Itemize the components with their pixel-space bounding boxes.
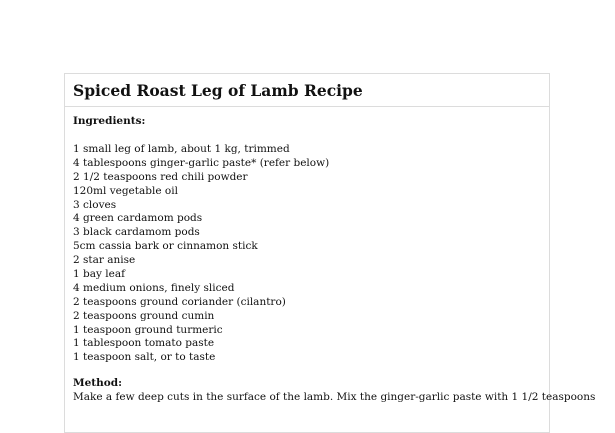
ingredient-item: 2 1/2 teaspoons red chili powder <box>73 170 248 183</box>
ingredient-item: 1 teaspoon salt, or to taste <box>73 351 216 364</box>
recipe-title: Spiced Roast Leg of Lamb Recipe <box>73 81 363 100</box>
method-text: Make a few deep cuts in the surface of the lamb. Mix the ginger-garlic paste with 1 1/2 teaspoons <box>73 391 596 404</box>
ingredient-item: 1 teaspoon ground turmeric <box>73 323 223 336</box>
method-heading: Method: <box>73 377 123 390</box>
ingredient-item: 1 tablespoon tomato paste <box>73 337 215 350</box>
ingredient-item: 1 bay leaf <box>73 268 125 281</box>
recipe-header <box>65 74 549 107</box>
ingredient-item: 2 teaspoons ground coriander (cilantro) <box>73 295 286 308</box>
ingredients-list <box>73 143 549 365</box>
ingredient-item: 4 green cardamom pods <box>73 212 203 225</box>
ingredient-item: 3 cloves <box>73 198 117 211</box>
ingredient-item: 2 teaspoons ground cumin <box>73 309 215 322</box>
ingredient-item: 4 medium onions, finely sliced <box>73 281 235 294</box>
ingredient-item: 4 tablespoons ginger-garlic paste* (refer below) <box>73 156 330 169</box>
ingredient-item: 1 small leg of lamb, about 1 kg, trimmed <box>73 143 290 155</box>
ingredients-heading: Ingredients: <box>73 115 146 127</box>
recipe-body <box>65 107 596 405</box>
ingredient-item: 5cm cassia bark or cinnamon stick <box>73 240 258 253</box>
ingredient-item: 120ml vegetable oil <box>73 184 178 197</box>
method-section <box>73 377 596 405</box>
recipe-card <box>64 73 596 433</box>
ingredient-item: 2 star anise <box>73 254 136 267</box>
ingredient-item: 3 black cardamom pods <box>73 226 200 239</box>
